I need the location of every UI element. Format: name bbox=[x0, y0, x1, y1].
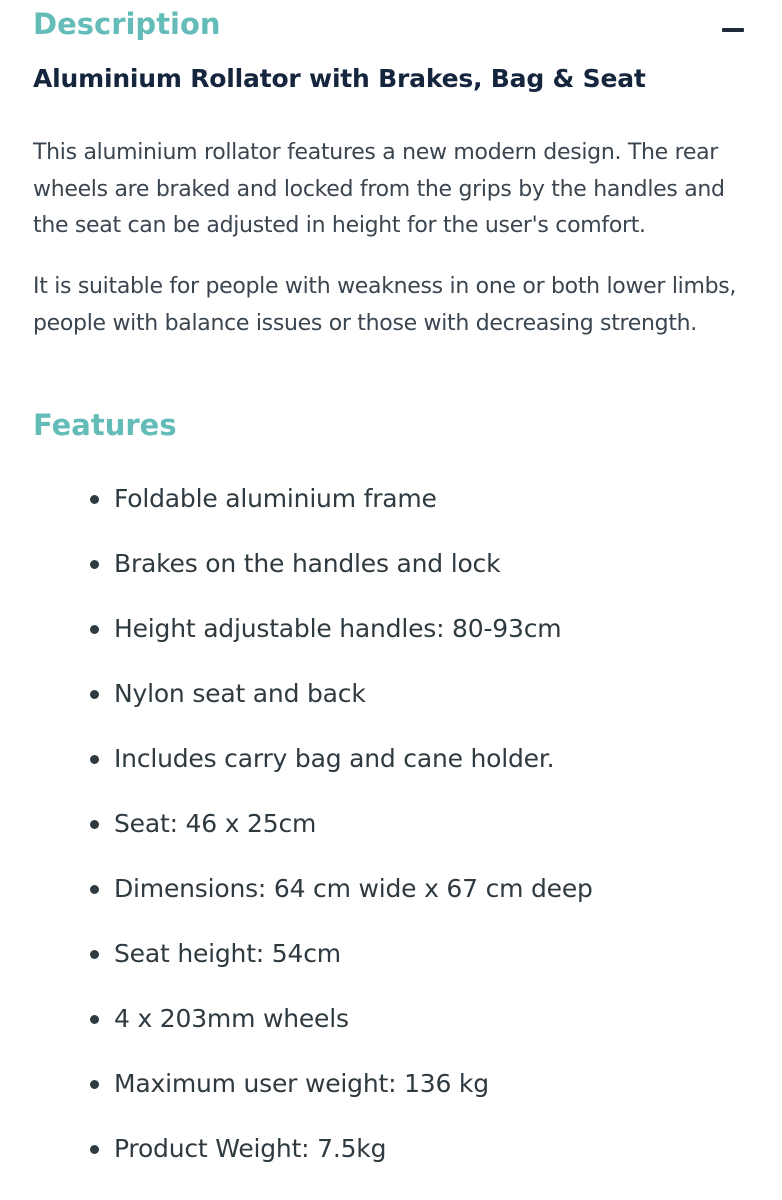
list-item bbox=[0, 598, 782, 663]
bullet-icon bbox=[90, 1080, 99, 1089]
bullet-icon bbox=[90, 560, 99, 569]
list-item bbox=[0, 858, 782, 923]
list-item bbox=[0, 988, 782, 1053]
feature-text: Dimensions: 64 cm wide x 67 cm deep bbox=[114, 874, 593, 903]
feature-text: Includes carry bag and cane holder. bbox=[114, 744, 555, 773]
feature-text: Nylon seat and back bbox=[114, 679, 366, 708]
list-item bbox=[0, 1118, 782, 1183]
description-paragraph-2: It is suitable for people with weakness in one or both lower limbs, people with balance issues or those with decreasing strength. bbox=[33, 274, 737, 336]
feature-text: Height adjustable handles: 80-93cm bbox=[114, 614, 562, 643]
description-section bbox=[0, 0, 782, 336]
list-item bbox=[0, 923, 782, 988]
description-heading: Description bbox=[33, 7, 221, 41]
feature-text: Maximum user weight: 136 kg bbox=[114, 1069, 489, 1098]
list-item bbox=[0, 468, 782, 533]
minus-icon bbox=[722, 28, 744, 32]
feature-text: Product Weight: 7.5kg bbox=[114, 1134, 387, 1163]
product-title: Aluminium Rollator with Brakes, Bag & Seat bbox=[33, 64, 646, 93]
bullet-icon bbox=[90, 1015, 99, 1024]
list-item bbox=[0, 728, 782, 793]
feature-text: Seat: 46 x 25cm bbox=[114, 809, 317, 838]
feature-text: Seat height: 54cm bbox=[114, 939, 341, 968]
bullet-icon bbox=[90, 885, 99, 894]
features-list bbox=[0, 468, 782, 1183]
bullet-icon bbox=[90, 950, 99, 959]
bullet-icon bbox=[90, 625, 99, 634]
collapse-button[interactable] bbox=[722, 18, 744, 40]
feature-text: Foldable aluminium frame bbox=[114, 484, 437, 513]
bullet-icon bbox=[90, 755, 99, 764]
bullet-icon bbox=[90, 1145, 99, 1154]
bullet-icon bbox=[90, 820, 99, 829]
bullet-icon bbox=[90, 495, 99, 504]
list-item bbox=[0, 793, 782, 858]
feature-text: Brakes on the handles and lock bbox=[114, 549, 501, 578]
bullet-icon bbox=[90, 690, 99, 699]
list-item bbox=[0, 1053, 782, 1118]
feature-text: 4 x 203mm wheels bbox=[114, 1004, 349, 1033]
list-item bbox=[0, 663, 782, 728]
features-heading: Features bbox=[33, 408, 177, 442]
description-header[interactable] bbox=[0, 0, 782, 58]
description-paragraph-1: This aluminium rollator features a new modern design. The rear wheels are braked and locked from the grips by the handles and the seat can be adjusted in height for the user's comfort. bbox=[33, 140, 725, 238]
list-item bbox=[0, 533, 782, 598]
